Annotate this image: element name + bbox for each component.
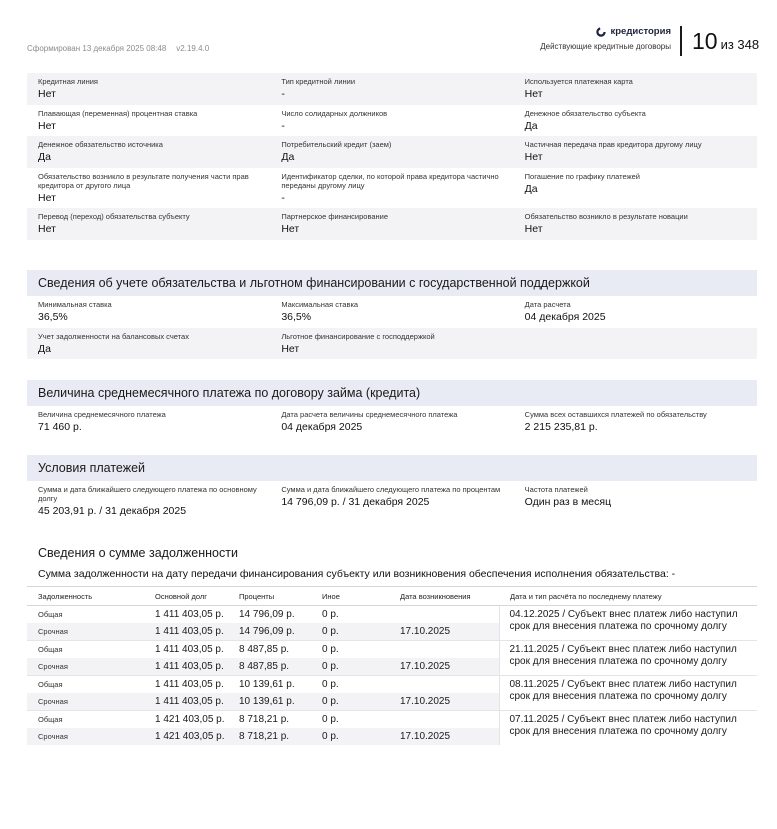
- field-label: Идентификатор сделки, по которой права кредитора частично переданы другому лицу: [281, 171, 499, 190]
- field-cell: [514, 481, 757, 522]
- field-label: Дата расчета: [524, 300, 571, 309]
- debt-interest: 10 139,61 р.: [228, 676, 311, 694]
- debt-principal: 1 411 403,05 р.: [144, 623, 228, 641]
- field-value: 04 декабря 2025: [524, 311, 606, 323]
- brand-block: [540, 26, 671, 51]
- field-cell: [514, 208, 757, 240]
- field-value: 71 460 р.: [38, 421, 82, 433]
- debt-section: [27, 540, 757, 745]
- field-value: Нет: [524, 223, 543, 236]
- field-value: Нет: [38, 88, 56, 100]
- debt-kind: Срочная: [27, 658, 144, 676]
- field-row: [27, 406, 757, 438]
- field-value: 36,5%: [38, 311, 68, 323]
- debt-other: 0 р.: [311, 606, 389, 624]
- debt-last-payment: 08.11.2025 / Субъект внес платеж либо наступил срок для внесения платежа по срочному долгу: [499, 676, 757, 711]
- field-cell: [270, 481, 513, 522]
- page-counter: [692, 28, 759, 55]
- payment-terms-grid: [27, 481, 757, 522]
- field-row: [27, 328, 757, 360]
- debt-table-body: [27, 606, 757, 746]
- field-label: Денежное обязательство субъекта: [524, 108, 646, 118]
- debt-title: Сведения о сумме задолженности: [27, 540, 757, 564]
- field-cell: [514, 73, 757, 105]
- debt-kind: Срочная: [27, 623, 144, 641]
- details-section: [27, 73, 757, 240]
- debt-date: [389, 711, 499, 729]
- debt-kind: Общая: [27, 711, 144, 729]
- debt-other: 0 р.: [311, 728, 389, 745]
- field-cell: [514, 406, 757, 438]
- field-value: Да: [524, 119, 538, 132]
- debt-interest: 8 718,21 р.: [228, 728, 311, 745]
- field-value: -: [281, 88, 285, 100]
- field-label: Дата расчета величины среднемесячного платежа: [281, 410, 458, 419]
- debt-column-header: Основной долг: [144, 587, 228, 606]
- app-version: v2.19.4.0: [176, 44, 210, 53]
- monthly-payment-section: [27, 380, 757, 438]
- field-cell: [514, 328, 757, 360]
- field-row: [27, 481, 757, 522]
- field-cell: [270, 328, 513, 360]
- field-cell: [270, 296, 513, 328]
- debt-other: 0 р.: [311, 623, 389, 641]
- details-grid: [27, 73, 757, 240]
- field-label: Используется платежная карта: [524, 77, 633, 86]
- debt-kind: Общая: [27, 606, 144, 624]
- field-value: 2 215 235,81 р.: [524, 421, 598, 433]
- field-label: Погашение по графику платежей: [524, 171, 640, 181]
- debt-interest: 14 796,09 р.: [228, 623, 311, 641]
- debt-column-header: Иное: [311, 587, 389, 606]
- field-cell: [27, 328, 270, 360]
- debt-kind: Срочная: [27, 728, 144, 745]
- page-total: из 348: [720, 37, 760, 52]
- field-cell: [270, 168, 513, 209]
- table-row: [27, 676, 757, 694]
- field-label: Величина среднемесячного платежа: [38, 410, 166, 419]
- field-value: Да: [524, 182, 538, 195]
- field-value: Нет: [38, 191, 56, 204]
- debt-date: 17.10.2025: [389, 658, 499, 676]
- field-row: [27, 105, 757, 137]
- debt-date: [389, 606, 499, 624]
- debt-column-header: Задолженность: [27, 587, 144, 606]
- field-cell: [514, 296, 757, 328]
- debt-date: 17.10.2025: [389, 728, 499, 745]
- debt-kind: Общая: [27, 676, 144, 694]
- debt-date: 17.10.2025: [389, 693, 499, 711]
- field-row: [27, 208, 757, 240]
- debt-interest: 14 796,09 р.: [228, 606, 311, 624]
- field-label: Сумма всех оставшихся платежей по обязательству: [524, 410, 707, 419]
- field-value: 36,5%: [281, 311, 312, 323]
- debt-principal: 1 411 403,05 р.: [144, 676, 228, 694]
- debt-date: 17.10.2025: [389, 623, 499, 641]
- field-cell: [270, 406, 513, 438]
- field-cell: [27, 481, 270, 522]
- field-cell: [27, 208, 270, 240]
- monthly-payment-grid: [27, 406, 757, 438]
- field-label: Обязательство возникло в результате новации: [524, 212, 688, 222]
- page-current: 10: [692, 28, 718, 54]
- monthly-payment-title: Величина среднемесячного платежа по договору займа (кредита): [27, 380, 757, 406]
- field-value: -: [281, 119, 285, 132]
- debt-date: [389, 641, 499, 659]
- field-value: 14 796,09 р. / 31 декабря 2025: [281, 496, 430, 508]
- ring-logo-icon: [596, 27, 606, 37]
- field-value: 04 декабря 2025: [281, 421, 363, 433]
- debt-table-header: [27, 587, 757, 606]
- debt-column-header: Дата возникновения: [389, 587, 499, 606]
- field-label: Тип кредитной линии: [281, 77, 356, 86]
- payment-terms-title: Условия платежей: [27, 455, 757, 481]
- table-row: [27, 606, 757, 624]
- header-divider: [680, 26, 682, 56]
- debt-principal: 1 421 403,05 р.: [144, 728, 228, 745]
- field-value: 45 203,91 р. / 31 декабря 2025: [38, 505, 187, 517]
- brand-subtitle: Действующие кредитные договоры: [540, 42, 671, 51]
- field-value: Один раз в месяц: [524, 496, 612, 508]
- field-cell: [27, 168, 270, 209]
- field-cell: [27, 296, 270, 328]
- debt-interest: 8 487,85 р.: [228, 641, 311, 659]
- field-row: [27, 296, 757, 328]
- field-label: Перевод (переход) обязательства субъекту: [38, 212, 190, 222]
- debt-last-payment: 21.11.2025 / Субъект внес платеж либо наступил срок для внесения платежа по срочному долгу: [499, 641, 757, 676]
- debt-kind: Срочная: [27, 693, 144, 711]
- field-cell: [27, 105, 270, 137]
- field-cell: [270, 208, 513, 240]
- debt-principal: 1 411 403,05 р.: [144, 658, 228, 676]
- field-cell: [27, 73, 270, 105]
- field-cell: [270, 105, 513, 137]
- field-label: Максимальная ставка: [281, 300, 359, 309]
- debt-subtitle: Сумма задолженности на дату передачи финансирования субъекту или возникновения обеспечения исполнения обязательства: -: [38, 568, 676, 580]
- field-row: [27, 73, 757, 105]
- field-cell: [514, 105, 757, 137]
- gov-support-section: [27, 270, 757, 359]
- field-label: Потребительский кредит (заем): [281, 140, 392, 150]
- debt-interest: 8 718,21 р.: [228, 711, 311, 729]
- debt-principal: 1 411 403,05 р.: [144, 693, 228, 711]
- debt-interest: 10 139,61 р.: [228, 693, 311, 711]
- debt-principal: 1 411 403,05 р.: [144, 606, 228, 624]
- table-row: [27, 641, 757, 659]
- generated-timestamp: Сформирован 13 декабря 2025 08:48: [27, 44, 167, 53]
- field-cell: [514, 136, 757, 168]
- debt-other: 0 р.: [311, 641, 389, 659]
- field-label: Кредитная линия: [38, 77, 98, 86]
- field-row: [27, 168, 757, 209]
- table-row: [27, 711, 757, 729]
- debt-column-header: Дата и тип расчёта по последнему платежу: [499, 587, 757, 606]
- debt-other: 0 р.: [311, 711, 389, 729]
- debt-last-payment: 04.12.2025 / Субъект внес платеж либо наступил срок для внесения платежа по срочному долгу: [499, 606, 757, 641]
- field-label: Обязательство возникло в результате получения части прав кредитора от другого лица: [38, 171, 249, 190]
- field-cell: [270, 136, 513, 168]
- field-label: Число солидарных должников: [281, 108, 388, 118]
- gov-support-grid: [27, 296, 757, 359]
- field-label: Сумма и дата ближайшего следующего платежа по процентам: [281, 485, 501, 494]
- debt-interest: 8 487,85 р.: [228, 658, 311, 676]
- debt-other: 0 р.: [311, 658, 389, 676]
- field-label: Минимальная ставка: [38, 300, 112, 309]
- field-label: Партнерское финансирование: [281, 212, 389, 222]
- debt-date: [389, 676, 499, 694]
- field-label: Частота платежей: [524, 485, 588, 494]
- report-header: [0, 0, 777, 70]
- debt-kind: Общая: [27, 641, 144, 659]
- field-value: Нет: [38, 119, 56, 132]
- debt-table: [27, 586, 757, 745]
- payment-terms-section: [27, 455, 757, 522]
- field-value: -: [281, 191, 285, 204]
- field-label: Частичная передача прав кредитора другому лицу: [524, 140, 702, 150]
- debt-other: 0 р.: [311, 676, 389, 694]
- field-value: Да: [38, 151, 51, 164]
- field-value: Нет: [524, 88, 543, 100]
- field-label: Сумма и дата ближайшего следующего платежа по основному долгу: [38, 485, 257, 503]
- field-value: Да: [281, 151, 295, 164]
- field-label: Плавающая (переменная) процентная ставка: [38, 108, 198, 118]
- gov-support-title: Сведения об учете обязательства и льготном финансировании с государственной поддержкой: [27, 270, 757, 296]
- field-label: Учет задолженности на балансовых счетах: [38, 331, 189, 341]
- field-cell: [27, 406, 270, 438]
- field-row: [27, 136, 757, 168]
- field-cell: [514, 168, 757, 209]
- debt-last-payment: 07.11.2025 / Субъект внес платеж либо наступил срок для внесения платежа по срочному долгу: [499, 711, 757, 746]
- debt-principal: 1 421 403,05 р.: [144, 711, 228, 729]
- debt-column-header: Проценты: [228, 587, 311, 606]
- field-value: Нет: [38, 223, 56, 236]
- field-cell: [270, 73, 513, 105]
- field-value: Да: [38, 342, 51, 355]
- field-label: Льготное финансирование с господдержкой: [281, 331, 435, 341]
- field-label: Денежное обязательство источника: [38, 140, 163, 150]
- field-value: Нет: [281, 342, 300, 355]
- field-value: Нет: [524, 151, 543, 164]
- field-cell: [27, 136, 270, 168]
- debt-principal: 1 411 403,05 р.: [144, 641, 228, 659]
- debt-other: 0 р.: [311, 693, 389, 711]
- field-value: Нет: [281, 223, 300, 236]
- generated-info: [27, 44, 209, 53]
- brand-name: кредистория: [610, 26, 671, 37]
